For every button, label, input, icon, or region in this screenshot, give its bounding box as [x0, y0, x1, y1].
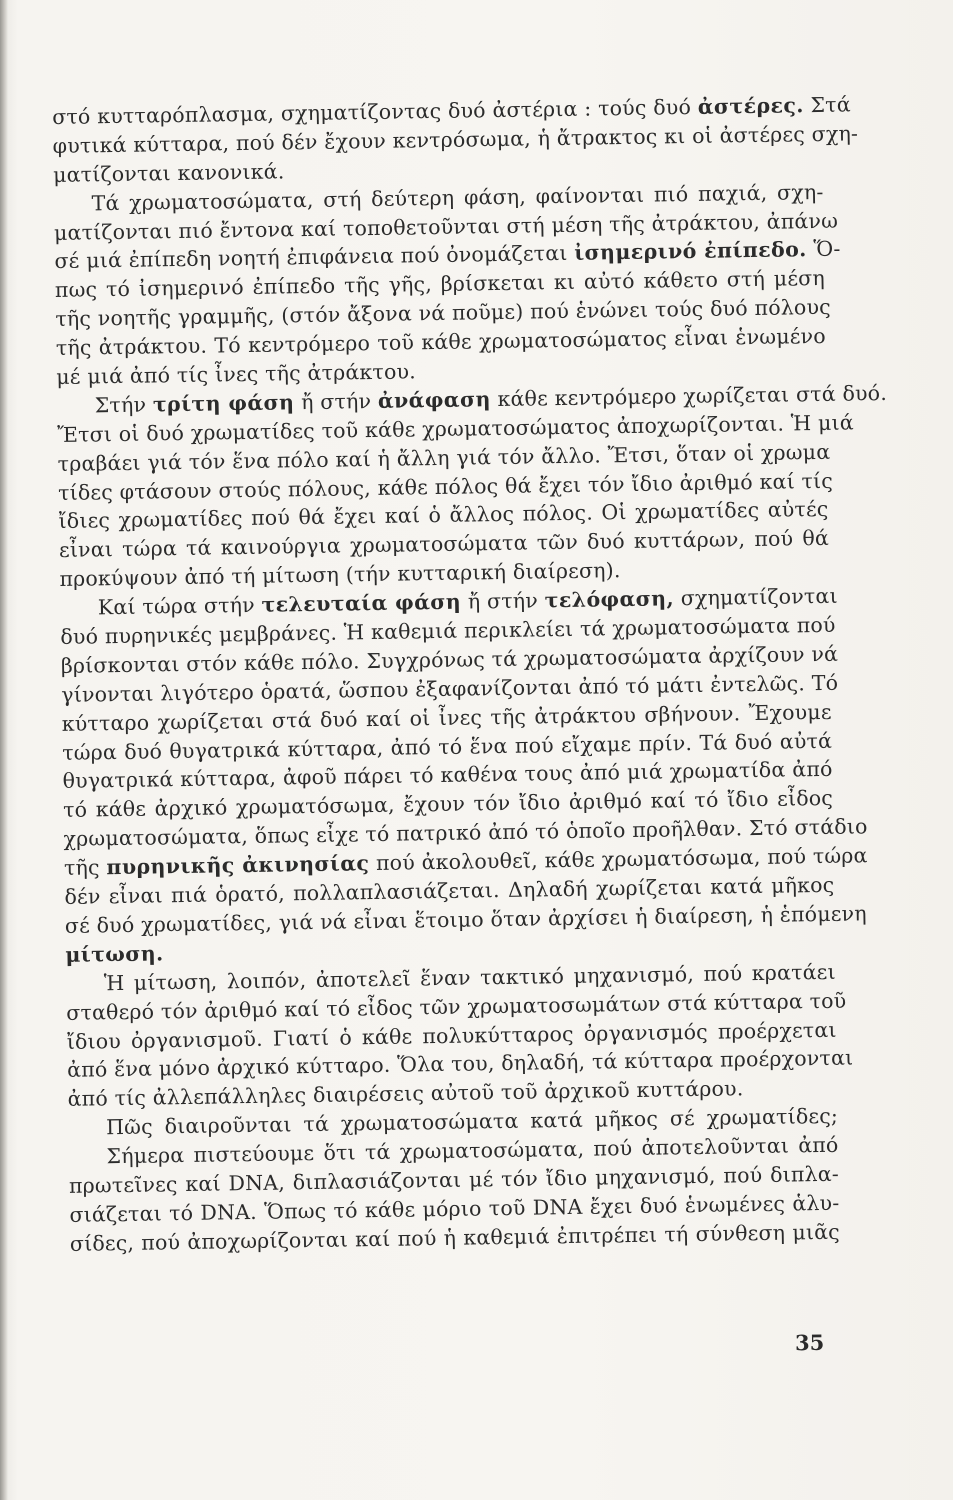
text-line: Σήμερα πιστεύουμε ὅτι τά χρωματοσώματα, πού ἀποτελοῦνται ἀπό	[106, 1132, 839, 1169]
text-line: πως τό ἰσημερινό ἐπίπεδο τῆς γῆς, βρίσκεται κι αὐτό κάθετο στή μέση	[54, 266, 826, 303]
text-line: ἀπό ἕνα μόνο ἀρχικό κύτταρο. Ὅλα του, δηλαδή, τά κύτταρα προέρχονται	[67, 1045, 854, 1083]
text-line: σίδες, πού ἀποχωρίζονται καί πού ἡ καθεμιά ἐπιτρέπει τή σύνθεση μιᾶς	[69, 1219, 841, 1256]
text-line: τῆς πυρηνικῆς ἀκινησίας πού ἀκολουθεῖ, κάθε χρωματόσωμα, πού τώρα	[63, 843, 868, 881]
page-number: 35	[794, 1329, 825, 1356]
text-line: σιάζεται τό DNA. Ὅπως τό κάθε μόριο τοῦ DNA ἔχει δυό ἑνωμένες ἁλυ-	[69, 1190, 840, 1227]
bold-term: ἀνάφαση	[377, 387, 491, 413]
text-line: χρωματοσώματα, ὅπως εἶχε τό πατρικό ἀπό τό ὁποῖο προῆλθαν. Στό στάδιο	[63, 814, 868, 852]
text-line: σταθερό τόν ἀριθμό καί τό εἶδος τῶν χρωματοσωμάτων στά κύτταρα τοῦ	[66, 988, 847, 1025]
text-line: Καί τώρα στήν τελευταία φάση ἤ στήν τελόφαση, σχηματίζονται	[97, 583, 838, 620]
text-line: Πῶς διαιροῦνται τά χρωματοσώματα κατά μῆκος σέ χρωματίδες;	[105, 1103, 839, 1140]
text-line: μέ μιά ἀπό τίς ἶνες τῆς ἀτράκτου.	[56, 359, 417, 389]
text-line: εἶναι τώρα τά καινούργια χρωματοσώματα τῶν δυό κυττάρων, πού θά	[58, 526, 830, 563]
text-line: θυγατρικά κύτταρα, ἀφοῦ πάρει τό καθένα τους ἀπό μιά χρωματίδα ἀπό	[62, 757, 833, 794]
text-line: ἴδιες χρωματίδες πού θά ἔχει καί ὁ ἄλλος πόλος. Οἱ χρωματίδες αὐτές	[58, 497, 829, 534]
text-line: γίνονται λιγότερο ὁρατά, ὥσπου ἐξαφανίζονται ἀπό τό μάτι ἐντελῶς. Τό	[61, 670, 839, 707]
text-line: ἀπό τίς ἀλλεπάλληλες διαιρέσεις αὐτοῦ τοῦ ἀρχικοῦ κυττάρου.	[67, 1076, 744, 1112]
bold-term: τελευταία φάση	[261, 589, 462, 617]
text-line: ματίζονται κανονικά.	[52, 159, 285, 187]
bold-term: ἰσημερινό ἐπίπεδο.	[574, 237, 807, 266]
bold-term: τρίτη φάση	[152, 390, 295, 417]
text-line: Τά χρωματοσώματα, στή δεύτερη φάση, φαίνονται πιό παχιά, σχη-	[91, 179, 824, 216]
text-line: τραβάει γιά τόν ἕνα πόλο καί ἡ ἄλλη γιά τόν ἄλλο. Ἔτσι, ὅταν οἱ χρωμα	[57, 439, 831, 476]
body-text	[52, 91, 888, 1259]
text-line: σέ μιά ἐπίπεδη νοητή ἐπιφάνεια πού ὀνομάζεται ἰσημερινό ἐπίπεδο. Ὅ-	[54, 237, 841, 274]
text-line: βρίσκονται στόν κάθε πόλο. Συγχρόνως τά χρωματοσώματα ἀρχίζουν νά	[60, 641, 839, 678]
bold-term: πυρηνικῆς ἀκινησίας	[106, 851, 370, 880]
text-line: τῆς ἀτράκτου. Τό κεντρόμερο τοῦ κάθε χρωματοσώματος εἶναι ἑνωμένο	[55, 324, 826, 361]
text-line: τό κάθε ἀρχικό χρωματόσωμα, ἔχουν τόν ἴδιο ἀριθμό καί τό ἴδιο εἶδος	[62, 786, 834, 823]
text-line: φυτικά κύτταρα, πού δέν ἔχουν κεντρόσωμα, ἡ ἄτρακτος κι οἱ ἀστέρες σχη-	[52, 121, 859, 158]
bold-term: μίτωση.	[65, 941, 164, 967]
text-line: σέ δυό χρωματίδες, γιά νά εἶναι ἕτοιμο ὅταν ἀρχίσει ἡ διαίρεση, ἡ ἑπόμενη	[64, 901, 867, 938]
text-line: τώρα δυό θυγατρικά κύτταρα, ἀπό τό ἕνα πού εἴχαμε πρίν. Τά δυό αὐτά	[62, 728, 833, 765]
text-line: τῆς νοητῆς γραμμῆς, (στόν ἄξονα νά ποῦμε) πού ἑνώνει τούς δυό πόλους	[55, 295, 832, 332]
bold-term: ἀστέρες.	[697, 93, 804, 119]
bold-term: τελόφαση,	[544, 586, 675, 613]
text-line: κύτταρο χωρίζεται στά δυό καί οἱ ἶνες τῆς ἀτράκτου σβήνουν. Ἔχουμε	[61, 699, 832, 736]
text-line: ματίζονται πιό ἔντονα καί τοποθετοῦνται στή μέση τῆς ἀτράκτου, ἀπάνω	[53, 208, 839, 245]
text-line: Στήν τρίτη φάση ἤ στήν ἀνάφαση κάθε κεντρόμερο χωρίζεται στά δυό.	[94, 380, 888, 418]
text-line: δέν εἶναι πιά ὁρατό, πολλαπλασιάζεται. Δηλαδή χωρίζεται κατά μῆκος	[64, 872, 835, 909]
text-line: στό κυτταρόπλασμα, σχηματίζοντας δυό ἀστέρια : τούς δυό ἀστέρες. Στά	[52, 92, 851, 129]
text-line: τίδες φτάσουν στούς πόλους, κάθε πόλος θά ἔχει τόν ἴδιο ἀριθμό καί τίς	[57, 468, 834, 505]
text-line: ἴδιου ὀργανισμοῦ. Γιατί ὁ κάθε πολυκύτταρος ὀργανισμός προέρχεται	[66, 1017, 837, 1054]
text-line: δυό πυρηνικές μεμβράνες. Ἡ καθεμιά περικλείει τά χρωματοσώματα πού	[60, 612, 836, 649]
text-line: προκύψουν ἀπό τή μίτωση (τήν κυτταρική διαίρεση).	[59, 558, 621, 592]
text-line: Ἔτσι οἱ δυό χρωματίδες τοῦ κάθε χρωματοσώματος ἀποχωρίζονται. Ἡ μιά	[57, 410, 855, 447]
text-line: Ἡ μίτωση, λοιπόν, ἀποτελεῖ ἕναν τακτικό μηχανισμό, πού κρατάει	[103, 959, 836, 996]
text-line: πρωτεῖνες καί DNA, διπλασιάζονται μέ τόν ἴδιο μηχανισμό, πού διπλα-	[68, 1161, 840, 1198]
binding-shadow	[0, 0, 8, 1500]
